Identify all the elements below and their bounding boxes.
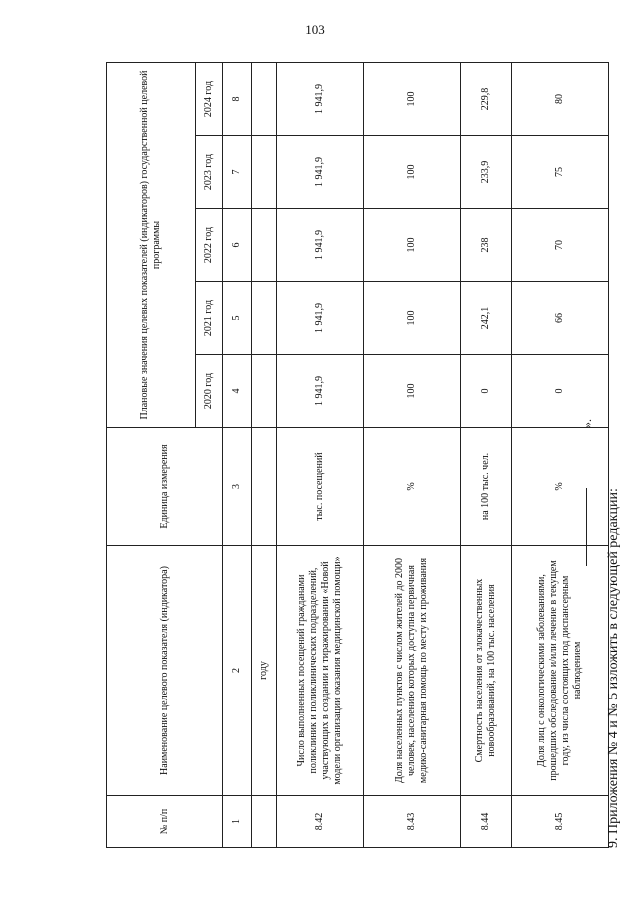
header-year: 2020 год xyxy=(196,355,223,428)
closing-quote-mark: ». xyxy=(580,419,594,428)
row-value: 100 xyxy=(364,62,461,135)
row-num: 8.43 xyxy=(364,796,461,848)
row-num: 8.44 xyxy=(461,796,512,848)
row-value: 80 xyxy=(512,62,609,135)
table-cell xyxy=(252,428,277,546)
row-unit: % xyxy=(512,428,609,546)
row-value: 229,8 xyxy=(461,62,512,135)
table-row xyxy=(512,62,609,847)
row-value: 238 xyxy=(461,209,512,282)
column-number: 2 xyxy=(223,546,252,796)
row-name: Смертность населения от злокачественных новообразований, на 100 тыс. населения xyxy=(461,546,512,796)
continuation-text: году xyxy=(252,546,277,796)
header-name: Наименование целевого показателя (индикатора) xyxy=(107,546,223,796)
row-name: Доля населенных пунктов с числом жителей до 2000 человек, населению которых доступна первичная медико-санитарная помощь по месту их проживания xyxy=(364,546,461,796)
row-num: 8.45 xyxy=(512,796,609,848)
row-value: 100 xyxy=(364,209,461,282)
column-numbers-row xyxy=(223,62,252,847)
row-name: Доля лиц с онкологическими заболеваниями, прошедших обследование и/или лечение в текущем году, из числа состоящих под диспансерным наблюдением xyxy=(512,546,609,796)
closing-divider-line xyxy=(586,488,587,566)
header-num: № п/п xyxy=(107,796,223,848)
indicators-table xyxy=(106,62,609,848)
footer-instruction-text: 9. Приложения № 4 и № 5 изложить в следующей редакции: xyxy=(606,488,621,848)
table-cell xyxy=(252,209,277,282)
row-value: 100 xyxy=(364,136,461,209)
row-unit: % xyxy=(364,428,461,546)
column-number: 7 xyxy=(223,136,252,209)
row-unit: на 100 тыс. чел. xyxy=(461,428,512,546)
column-number: 4 xyxy=(223,355,252,428)
header-year: 2023 год xyxy=(196,136,223,209)
table-cell xyxy=(252,136,277,209)
row-value: 0 xyxy=(512,355,609,428)
table-row xyxy=(364,62,461,847)
continuation-row xyxy=(252,62,277,847)
row-num: 8.42 xyxy=(277,796,364,848)
table-cell xyxy=(252,62,277,135)
header-year: 2021 год xyxy=(196,282,223,355)
header-year: 2022 год xyxy=(196,209,223,282)
row-value: 1 941,9 xyxy=(277,209,364,282)
header-row xyxy=(107,62,196,847)
row-value: 100 xyxy=(364,355,461,428)
row-value: 1 941,9 xyxy=(277,282,364,355)
row-value: 70 xyxy=(512,209,609,282)
rotated-document xyxy=(106,63,621,848)
row-value: 1 941,9 xyxy=(277,355,364,428)
row-value: 1 941,9 xyxy=(277,136,364,209)
column-number: 5 xyxy=(223,282,252,355)
column-number: 6 xyxy=(223,209,252,282)
table-cell xyxy=(252,355,277,428)
column-number: 8 xyxy=(223,62,252,135)
row-value: 66 xyxy=(512,282,609,355)
header-plan: Плановые значения целевых показателей (индикаторов) государственной целевой программы xyxy=(107,62,196,427)
row-name: Число выполненных посещений гражданами поликлиник и поликлинических подразделений, участвующих в создании и тиражировании «Новой модели организации оказания медицинской помощи» xyxy=(277,546,364,796)
row-value: 0 xyxy=(461,355,512,428)
header-unit: Единица измерения xyxy=(107,428,223,546)
column-number: 1 xyxy=(223,796,252,848)
row-value: 242,1 xyxy=(461,282,512,355)
table-cell xyxy=(252,282,277,355)
page-number: 103 xyxy=(305,22,325,37)
column-number: 3 xyxy=(223,428,252,546)
table-row xyxy=(277,62,364,847)
row-value: 233,9 xyxy=(461,136,512,209)
row-value: 100 xyxy=(364,282,461,355)
header-year: 2024 год xyxy=(196,62,223,135)
table-cell xyxy=(252,796,277,848)
table-row xyxy=(461,62,512,847)
row-value: 1 941,9 xyxy=(277,62,364,135)
row-value: 75 xyxy=(512,136,609,209)
row-unit: тыс. посещений xyxy=(277,428,364,546)
